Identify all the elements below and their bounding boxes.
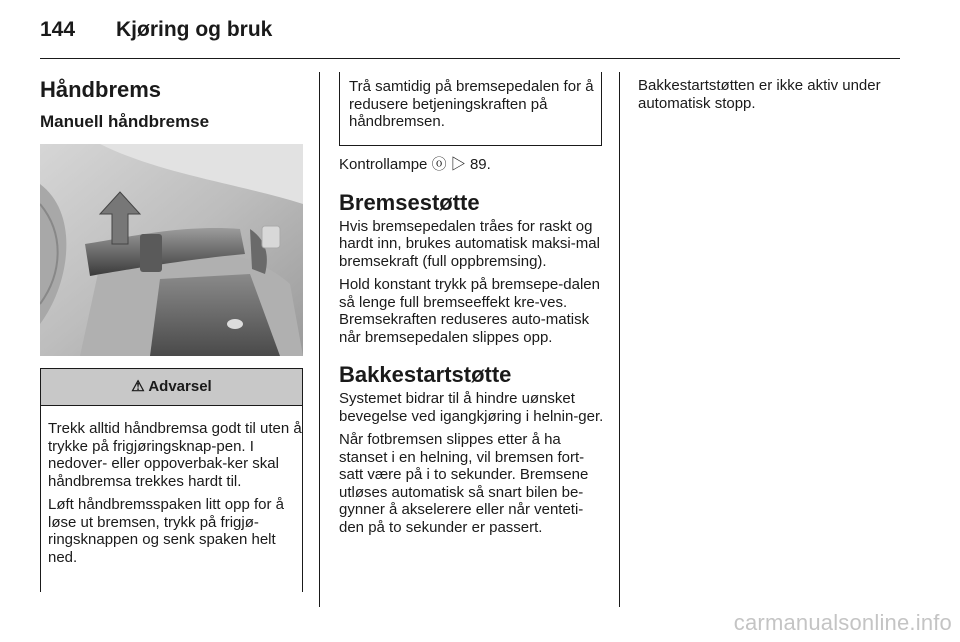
subheading-manuell-handbremse: Manuell håndbremse [40, 112, 210, 131]
section-heading-bakkestartstotte: Bakkestartstøtte [339, 362, 512, 387]
control-lamp-label: Kontrollampe [339, 156, 428, 173]
column-divider-1 [319, 72, 320, 607]
warning-box [40, 368, 303, 592]
warning-triangle-icon: ⚠ [131, 378, 145, 395]
paragraph: Når fotbremsen slippes etter å ha stanset i en helning, vil bremsen fort-satt være på i to sekunder. Bremsene utløses automatisk så snart bilen be-gynner å akselerere eller når venteti-den på to sekunder er passert. [339, 431, 589, 536]
column-3 [638, 77, 908, 118]
header-rule [40, 58, 900, 59]
chapter-title: Kjøring og bruk [116, 18, 273, 41]
warning-body [41, 406, 302, 566]
section-heading-bremsestotte: Bremsestøtte [339, 189, 480, 215]
warning-header [41, 369, 302, 406]
control-lamp-ref: 89. [469, 156, 491, 173]
brake-warning-icon: ⓞ [431, 156, 447, 173]
warning-paragraph: Trekk alltid håndbremsa godt til uten å trykke på frigjøringsknap-pen. I nedover- eller oppoverbak-ker skal håndbremsa trekkes hardt til. [48, 420, 302, 490]
watermark: carmanualsonline.info [733, 610, 952, 635]
column-1 [40, 77, 305, 132]
paragraph: Hold konstant trykk på bremsepe-dalen så lenge full bremseeffekt kre-ves. Bremsekraften reduseres auto-matisk når bremsepedalen slippes opp. [339, 276, 600, 346]
handbrake-illustration [40, 144, 303, 356]
page-reference-icon: ▷ [450, 156, 466, 173]
warning-paragraph: Løft håndbremsspaken litt opp for å løse ut bremsen, trykk på frigjø-ringsknappen og senk spaken helt ned. [48, 496, 284, 566]
paragraph: Systemet bidrar til å hindre uønsket bevegelse ved igangkjøring i helnin-ger. [339, 390, 604, 425]
section-heading-handbrems: Håndbrems [40, 77, 162, 102]
paragraph: Hvis bremsepedalen tråes for raskt og hardt inn, brukes automatisk maksi-mal bremsekraft (full oppbremsing). [339, 217, 600, 270]
warning-title: Advarsel [148, 378, 212, 395]
note-box [339, 72, 602, 146]
control-lamp-line [339, 156, 604, 174]
page-number: 144 [40, 18, 76, 41]
paragraph: Bakkestartstøtten er ikke aktiv under automatisk stopp. [638, 77, 881, 112]
note-text: Trå samtidig på bremsepedalen for å redusere betjeningskraften på håndbremsen. [349, 78, 594, 130]
column-divider-2 [619, 72, 620, 607]
column-2 [339, 156, 604, 542]
